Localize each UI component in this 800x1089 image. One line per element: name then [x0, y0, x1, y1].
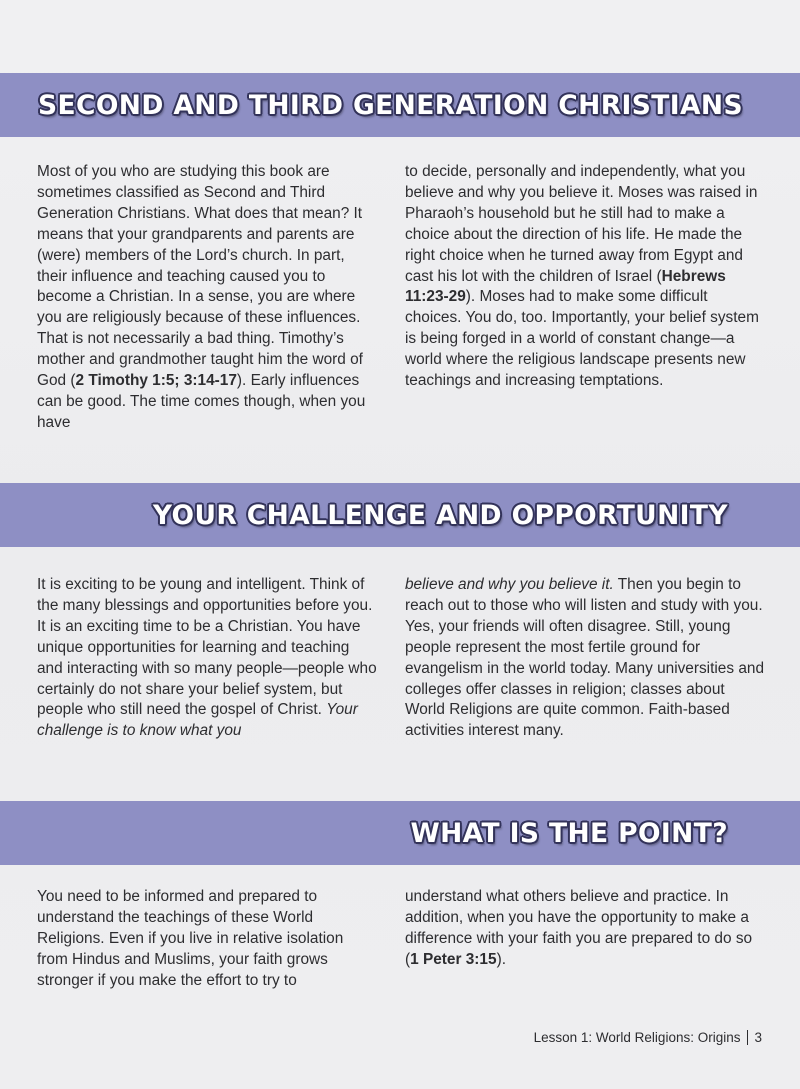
- scripture-reference: 2 Timothy 1:5; 3:14-17: [75, 372, 237, 390]
- section-banner-what-is-the-point: [0, 801, 800, 865]
- section-3-left-column: [37, 887, 377, 992]
- page-footer: [534, 1030, 762, 1045]
- lesson-title: Lesson 1: World Religions: Origins: [533, 1030, 741, 1045]
- section-banner-second-third-generation: [0, 73, 800, 137]
- paragraph: [37, 887, 377, 992]
- text-run: You need to be informed and prepared to understand the teachings of these World Religions. Even if you live in relative isolation from Hindus and Muslims, your faith grows stronger if you make the effort to try to: [37, 888, 344, 989]
- footer-divider: [747, 1030, 748, 1045]
- paragraph: [405, 162, 765, 392]
- text-run: Then you begin to reach out to those who will listen and study with you. Yes, your friends will often disagree. Still, young people represent the most fertile ground for evangelism in the world today. Many universities and colleges offer classes in religion; classes about World Religions are quite common. Faith-based activities interest many.: [405, 576, 765, 740]
- section-heading: WHAT IS THE POINT?: [410, 817, 728, 849]
- text-run: ). Moses had to make some difficult choices. You do, too. Importantly, your belief system is being forged in a world of constant change—a world where the religious landscape presents new teachings and increasing temptations.: [405, 288, 759, 390]
- text-run: to decide, personally and independently, what you believe and why you believe it. Moses was raised in Pharaoh’s household but he still had to make a choice about the direction of his life. He made the right choice when he turned away from Egypt and cast his lot with the children of Israel (: [405, 163, 758, 285]
- section-2-left-column: [37, 575, 377, 742]
- text-run: understand what others believe and practice. In addition, when you have the opportunity to make a difference with your faith you are prepared to do so (: [405, 888, 753, 968]
- section-2-right-column: [405, 575, 765, 742]
- emphasis-text: Your challenge is to know what you: [37, 701, 358, 740]
- paragraph: [37, 162, 377, 434]
- text-run: ). Early influences can be good. The time comes though, when you have: [37, 372, 366, 431]
- scripture-reference: 1 Peter 3:15: [410, 950, 497, 968]
- text-run: Most of you who are studying this book are sometimes classified as Second and Third Generation Christians. What does that mean? It means that your grandparents and parents are (were) members of the Lord’s church. In part, their influence and teaching caused you to become a Christian. In a sense, you are where you are religiously because of these influences. That is not necessarily a bad thing. Timothy’s mother and grandmother taught him the word of God (: [37, 163, 363, 390]
- section-1-right-column: [405, 162, 765, 392]
- section-banner-challenge-opportunity: [0, 483, 800, 547]
- paragraph: [405, 575, 765, 742]
- section-3-right-column: [405, 887, 765, 971]
- paragraph: [37, 575, 377, 742]
- section-1-left-column: [37, 162, 377, 434]
- section-heading: SECOND AND THIRD GENERATION CHRISTIANS: [38, 89, 743, 121]
- scripture-reference: Hebrews 11:23-29: [405, 267, 726, 306]
- text-run: ).: [496, 950, 506, 968]
- page-number: 3: [754, 1030, 762, 1045]
- section-heading: YOUR CHALLENGE AND OPPORTUNITY: [152, 499, 728, 531]
- emphasis-text: believe and why you believe it.: [405, 576, 614, 593]
- text-run: It is exciting to be young and intelligent. Think of the many blessings and opportunities before you. It is an exciting time to be a Christian. You have unique opportunities for learning and teaching and interacting with so many people—people who certainly do not share your belief system, but people who still need the gospel of Christ.: [37, 576, 377, 719]
- paragraph: [405, 887, 765, 971]
